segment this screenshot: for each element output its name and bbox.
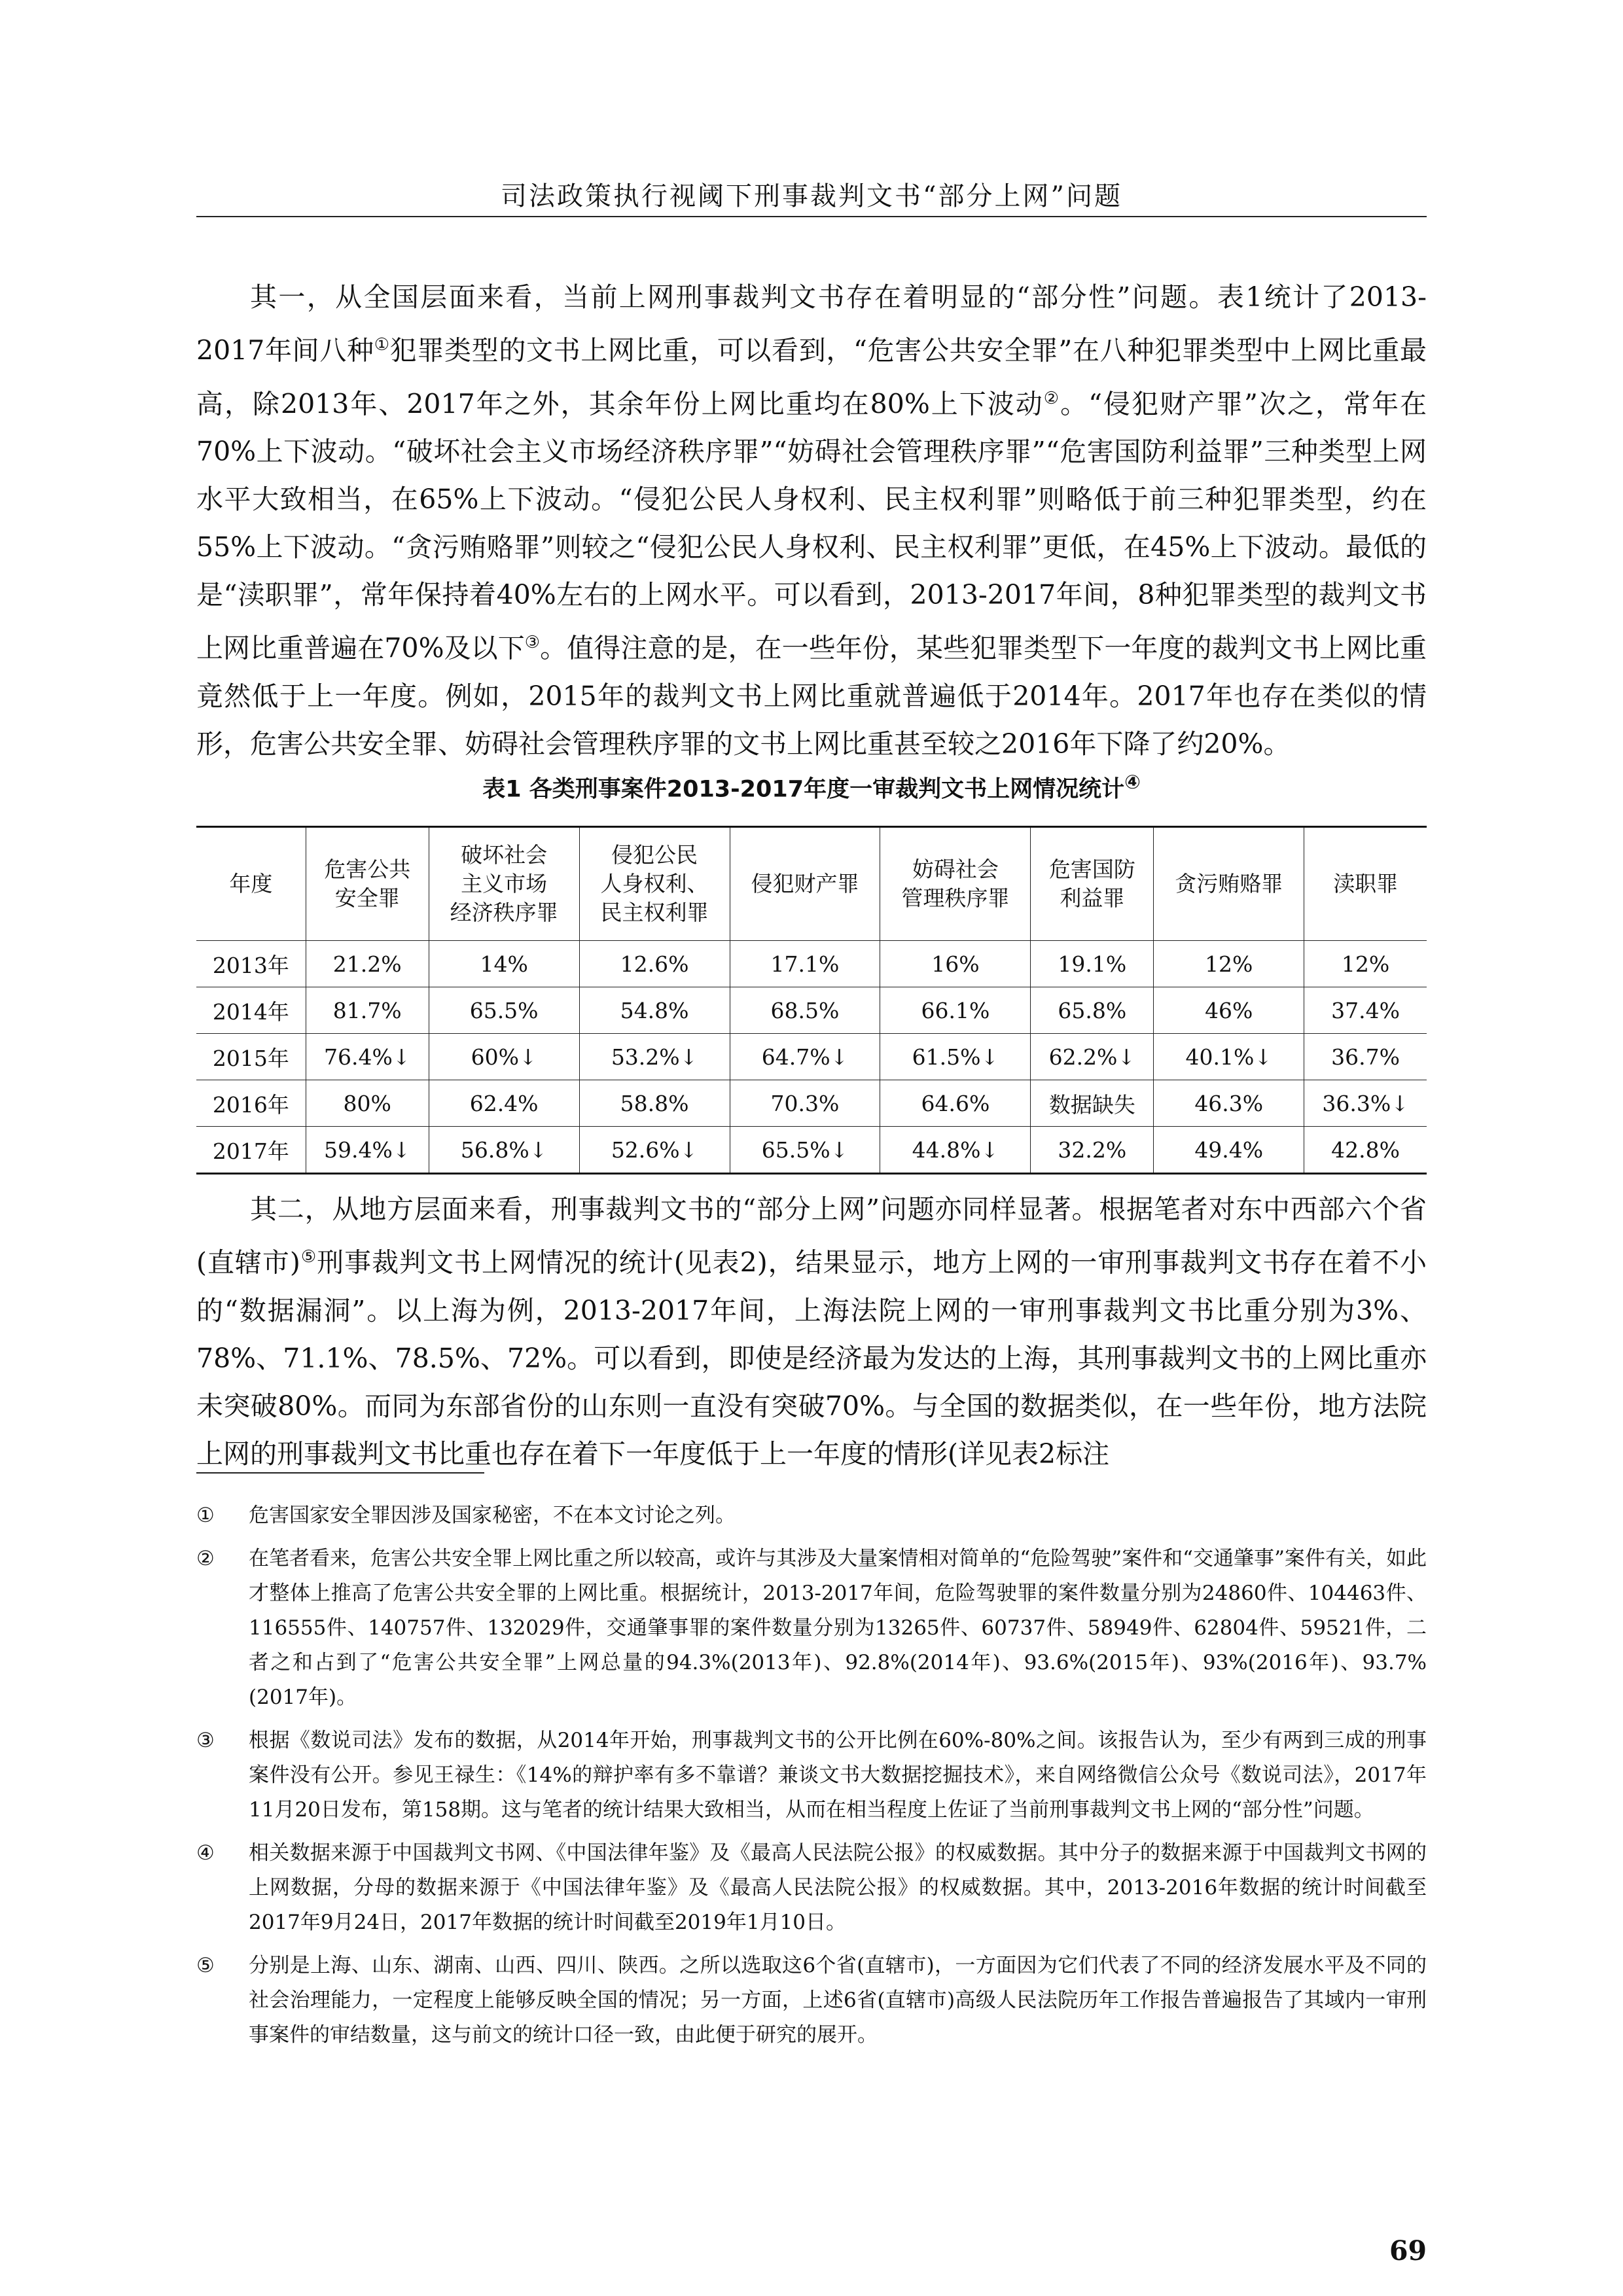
header-line: 人身权利、 xyxy=(600,871,709,896)
table-header-cell xyxy=(1154,827,1304,941)
percentage-cell: 44.8%↓ xyxy=(880,1127,1031,1174)
header-line: 侵犯公民 xyxy=(611,842,698,868)
percentage-cell: 65.8% xyxy=(1031,987,1154,1034)
year-cell: 2014年 xyxy=(196,987,306,1034)
year-cell: 2015年 xyxy=(196,1034,306,1080)
percentage-cell: 46.3% xyxy=(1154,1080,1304,1127)
table-header-cell xyxy=(196,827,306,941)
footnote-ref-4[interactable]: ④ xyxy=(1124,771,1141,793)
footnote-marker: ⑤ xyxy=(196,1954,215,1977)
footnote-separator xyxy=(196,1472,484,1474)
percentage-cell: 66.1% xyxy=(880,987,1031,1034)
footnote-ref-5[interactable]: ⑤ xyxy=(300,1247,317,1267)
footnote-item xyxy=(196,1949,1427,2053)
percentage-cell: 40.1%↓ xyxy=(1154,1034,1304,1080)
percentage-cell: 61.5%↓ xyxy=(880,1034,1031,1080)
percentage-cell: 21.2% xyxy=(306,941,429,987)
percentage-cell: 80% xyxy=(306,1080,429,1127)
percentage-cell: 68.5% xyxy=(730,987,880,1034)
header-line: 安全罪 xyxy=(334,885,400,911)
footnote-item xyxy=(196,1836,1427,1940)
header-line: 主义市场 xyxy=(461,871,548,896)
percentage-cell: 12% xyxy=(1304,941,1427,987)
header-line: 年度 xyxy=(229,871,273,896)
table-caption xyxy=(196,771,1427,804)
table-header-cell xyxy=(880,827,1031,941)
footnote-marker: ③ xyxy=(196,1729,215,1752)
header-line: 侵犯财产罪 xyxy=(751,871,859,896)
footnote-text: 危害国家安全罪因涉及国家秘密，不在本文讨论之列。 xyxy=(249,1504,736,1527)
percentage-cell: 53.2%↓ xyxy=(579,1034,730,1080)
percentage-cell: 数据缺失 xyxy=(1031,1080,1154,1127)
table-body xyxy=(196,941,1427,1174)
footnote-marker: ② xyxy=(196,1547,215,1570)
header-line: 妨碍社会 xyxy=(912,857,999,882)
percentage-cell: 59.4%↓ xyxy=(306,1127,429,1174)
percentage-cell: 12.6% xyxy=(579,941,730,987)
header-line: 利益罪 xyxy=(1060,885,1125,911)
table-row xyxy=(196,1127,1427,1174)
percentage-cell: 12% xyxy=(1154,941,1304,987)
percentage-cell: 76.4%↓ xyxy=(306,1034,429,1080)
footnote-ref-3[interactable]: ③ xyxy=(524,633,541,653)
percentage-cell: 42.8% xyxy=(1304,1127,1427,1174)
percentage-cell: 37.4% xyxy=(1304,987,1427,1034)
table-row xyxy=(196,941,1427,987)
p1-text-b: 犯罪类型的文书上网比重，可以看到，“危害公共安全罪”在八种犯罪类型中上网比重最高，除2013年、2017年之外，其余年份上网比重均在80%上下波动 xyxy=(196,334,1427,420)
table-header-cell xyxy=(579,827,730,941)
p2-text-a: 其二，从地方层面来看，刑事裁判文书的“部分上网”问题亦同样显著。根据笔者对东中西部六个省(直辖市) xyxy=(196,1193,1427,1279)
body-paragraph-2 xyxy=(196,1186,1427,1478)
percentage-cell: 49.4% xyxy=(1154,1127,1304,1174)
percentage-cell: 56.8%↓ xyxy=(429,1127,579,1174)
percentage-cell: 16% xyxy=(880,941,1031,987)
header-line: 管理秩序罪 xyxy=(901,885,1010,911)
footnote-text: 根据《数说司法》发布的数据，从2014年开始，刑事裁判文书的公开比例在60%-80%之间。该报告认为，至少有两到三成的刑事案件没有公开。参见王禄生：《14%的辩护率有多不靠谱？兼谈文书大数据挖掘技术》，来自网络微信公众号《数说司法》，2017年11月20日发布，第158期。这与笔者的统计结果大致相当，从而在相当程度上佐证了当前刑事裁判文书上网的“部分性”问题。 xyxy=(249,1729,1427,1822)
percentage-cell: 36.3%↓ xyxy=(1304,1080,1427,1127)
header-line: 经济秩序罪 xyxy=(450,900,558,925)
percentage-cell: 58.8% xyxy=(579,1080,730,1127)
header-line: 渎职罪 xyxy=(1333,871,1399,896)
percentage-cell: 64.6% xyxy=(880,1080,1031,1127)
footnote-item xyxy=(196,1542,1427,1715)
table-header-cell xyxy=(306,827,429,941)
percentage-cell: 62.2%↓ xyxy=(1031,1034,1154,1080)
table-header-cell xyxy=(730,827,880,941)
footnote-marker: ① xyxy=(196,1504,215,1527)
statistics-table xyxy=(196,826,1427,1174)
footnote-text: 相关数据来源于中国裁判文书网、《中国法律年鉴》及《最高人民法院公报》的权威数据。其中分子的数据来源于中国裁判文书网的上网数据，分母的数据来源于《中国法律年鉴》及《最高人民法院公报》的权威数据。其中，2013-2016年数据的统计时间截至2017年9月24日，2017年数据的统计时间截至2019年1月10日。 xyxy=(249,1841,1427,1934)
year-cell: 2017年 xyxy=(196,1127,306,1174)
p2-text-b: 刑事裁判文书上网情况的统计(见表2)，结果显示，地方上网的一审刑事裁判文书存在着不小的“数据漏洞”。以上海为例，2013-2017年间，上海法院上网的一审刑事裁判文书比重分别为3%、78%、71.1%、78.5%、72%。可以看到，即使是经济最为发达的上海，其刑事裁判文书的上网比重亦未突破80%。而同为东部省份的山东则一直没有突破70%。与全国的数据类似，在一些年份，地方法院上网的刑事裁判文书比重也存在着下一年度低于上一年度的情形(详见表2标注 xyxy=(196,1246,1427,1470)
table-row xyxy=(196,1034,1427,1080)
percentage-cell: 60%↓ xyxy=(429,1034,579,1080)
running-header: 司法政策执行视阈下刑事裁判文书“部分上网”问题 xyxy=(501,181,1122,211)
percentage-cell: 65.5% xyxy=(429,987,579,1034)
header-line: 民主权利罪 xyxy=(600,900,709,925)
footnote-ref-2[interactable]: ② xyxy=(1043,388,1061,408)
body-paragraph-1 xyxy=(196,274,1427,768)
percentage-cell: 36.7% xyxy=(1304,1034,1427,1080)
year-cell: 2016年 xyxy=(196,1080,306,1127)
percentage-cell: 14% xyxy=(429,941,579,987)
p1-text-a: 其一，从全国层面来看，当前上网刑事裁判文书存在着明显的“部分性”问题。表1统计了2013-2017年间八种 xyxy=(196,281,1427,366)
footnote-text: 在笔者看来，危害公共安全罪上网比重之所以较高，或许与其涉及大量案情相对简单的“危险驾驶”案件和“交通肇事”案件有关，如此才整体上推高了危害公共安全罪的上网比重。根据统计，2013-2017年间，危险驾驶罪的案件数量分别为24860件、104463件、116555件、140757件、132029件，交通肇事罪的案件数量分别为13265件、60737件、58949件、62804件、59521件，二者之和占到了“危害公共安全罪”上网总量的94.3%(2013年)、92.8%(2014年)、93.6%(2015年)、93%(2016年)、93.7%(2017年)。 xyxy=(249,1547,1427,1709)
table-header-cell xyxy=(1304,827,1427,941)
footnote-item xyxy=(196,1498,1427,1533)
percentage-cell: 81.7% xyxy=(306,987,429,1034)
table-header-cell xyxy=(1031,827,1154,941)
footnote-marker: ④ xyxy=(196,1841,215,1865)
percentage-cell: 62.4% xyxy=(429,1080,579,1127)
percentage-cell: 46% xyxy=(1154,987,1304,1034)
footnotes xyxy=(196,1498,1427,2061)
percentage-cell: 32.2% xyxy=(1031,1127,1154,1174)
year-cell: 2013年 xyxy=(196,941,306,987)
table-header-row xyxy=(196,827,1427,941)
percentage-cell: 65.5%↓ xyxy=(730,1127,880,1174)
table-header-cell xyxy=(429,827,579,941)
table-row xyxy=(196,1080,1427,1127)
p1-text-d: 。值得注意的是，在一些年份，某些犯罪类型下一年度的裁判文书上网比重竟然低于上一年度。例如，2015年的裁判文书上网比重就普遍低于2014年。2017年也存在类似的情形，危害公共安全罪、妨碍社会管理秩序罪的文书上网比重甚至较之2016年下降了约20%。 xyxy=(196,632,1427,760)
percentage-cell: 19.1% xyxy=(1031,941,1154,987)
table-row xyxy=(196,987,1427,1034)
percentage-cell: 52.6%↓ xyxy=(579,1127,730,1174)
page-number: 69 xyxy=(1389,2235,1427,2267)
header-line: 贪污贿赂罪 xyxy=(1175,871,1283,896)
percentage-cell: 54.8% xyxy=(579,987,730,1034)
percentage-cell: 64.7%↓ xyxy=(730,1034,880,1080)
percentage-cell: 70.3% xyxy=(730,1080,880,1127)
header-line: 破坏社会 xyxy=(461,842,548,868)
footnote-ref-1[interactable]: ① xyxy=(374,335,390,355)
header-rule xyxy=(196,216,1427,217)
header-line: 危害公共 xyxy=(324,857,411,882)
footnote-text: 分别是上海、山东、湖南、山西、四川、陕西。之所以选取这6个省(直辖市)，一方面因为它们代表了不同的经济发展水平及不同的社会治理能力，一定程度上能够反映全国的情况；另一方面，上述6省(直辖市)高级人民法院历年工作报告普遍报告了其域内一审刑事案件的审结数量，这与前文的统计口径一致，由此便于研究的展开。 xyxy=(249,1954,1427,2047)
table-caption-text: 表1 各类刑事案件2013-2017年度一审裁判文书上网情况统计 xyxy=(482,776,1125,803)
p1-text-c: 。“侵犯财产罪”次之，常年在70%上下波动。“破坏社会主义市场经济秩序罪”“妨碍社会管理秩序罪”“危害国防利益罪”三种类型上网水平大致相当，在65%上下波动。“侵犯公民人身权利、民主权利罪”则略低于前三种犯罪类型，约在55%上下波动。“贪污贿赂罪”则较之“侵犯公民人身权利、民主权利罪”更低，在45%上下波动。最低的是“渎职罪”，常年保持着40%左右的上网水平。可以看到，2013-2017年间，8种犯罪类型的裁判文书上网比重普遍在70%及以下 xyxy=(196,388,1427,664)
header-line: 危害国防 xyxy=(1048,857,1135,882)
footnote-item xyxy=(196,1723,1427,1828)
percentage-cell: 17.1% xyxy=(730,941,880,987)
